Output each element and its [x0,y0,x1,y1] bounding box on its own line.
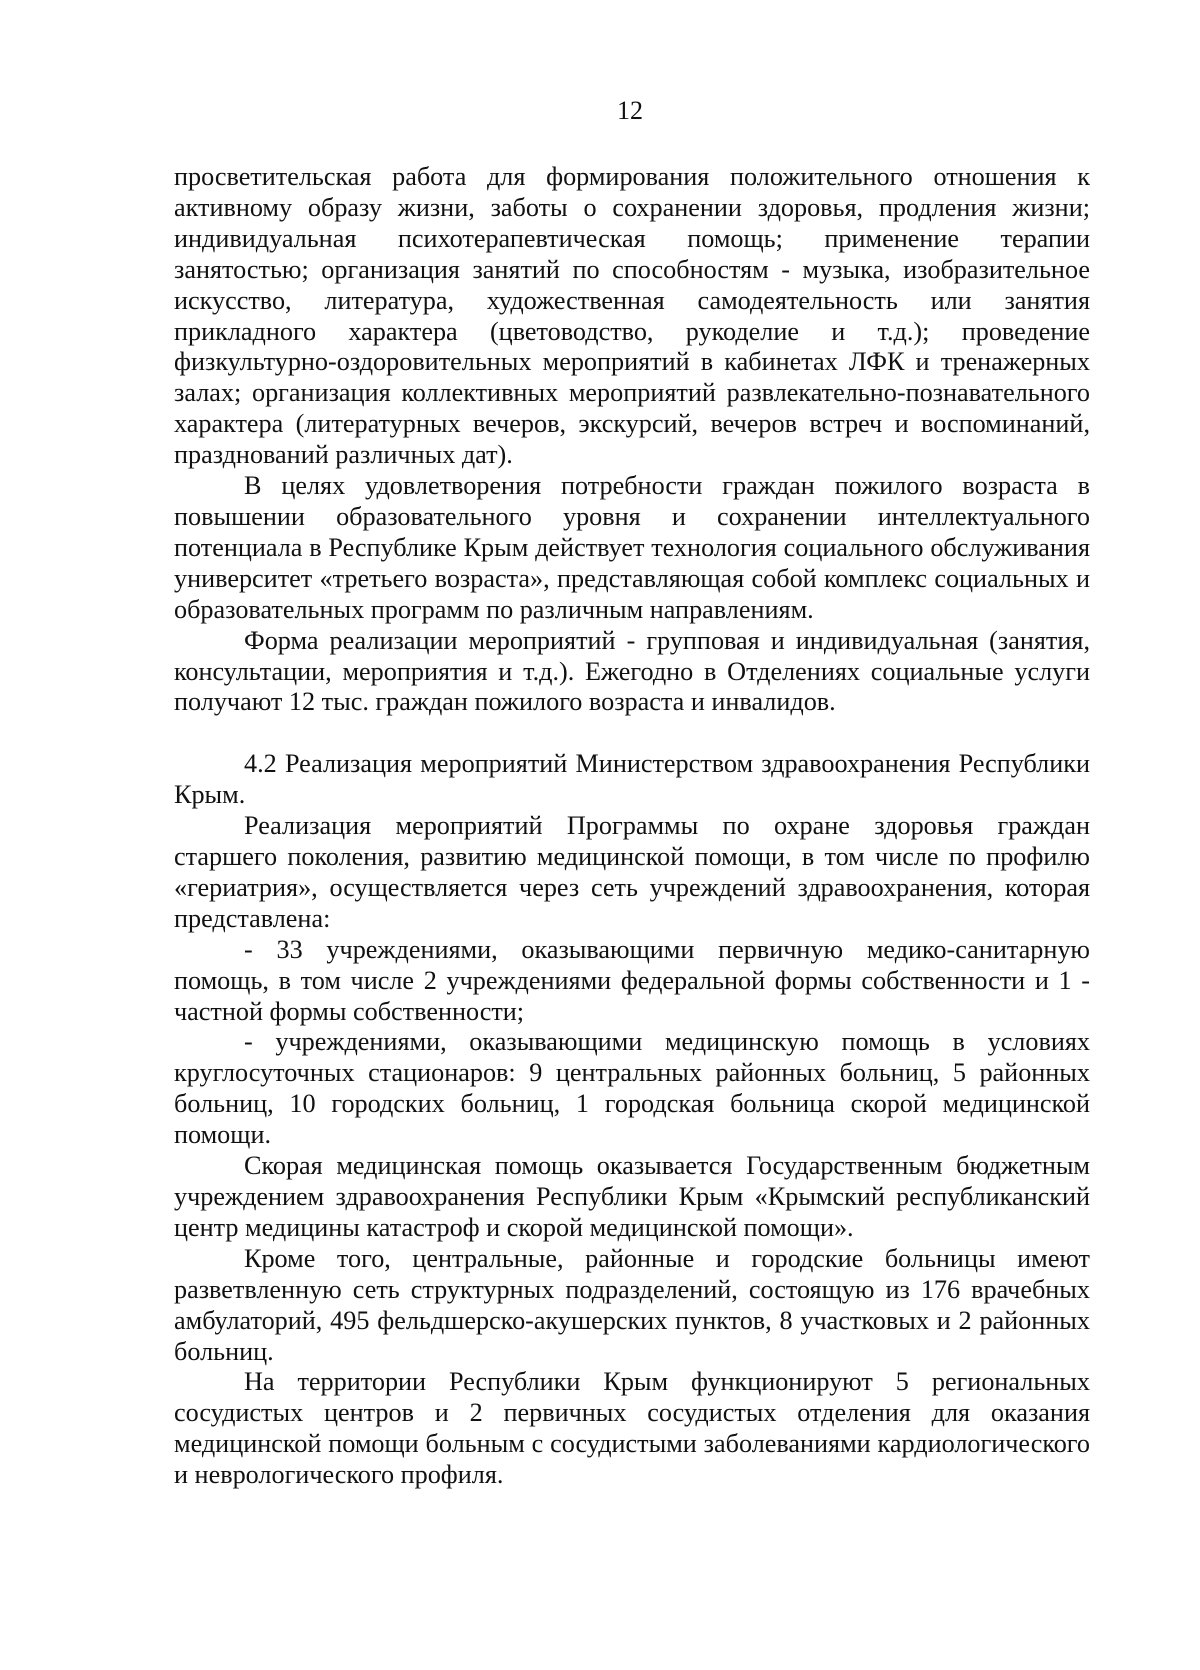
list-item-primary-care: - 33 учреждениями, оказывающими первичную медико-санитарную помощь, в том числе 2 учреждениями федеральной формы собственности и 1 - частной формы собственности; [174,934,1090,1026]
paragraph-implementation-form: Форма реализации мероприятий - групповая и индивидуальная (занятия, консультации, мероприятия и т.д.). Ежегодно в Отделениях социальные услуги получают 12 тыс. граждан пожилого возраста и инвалидов. [174,625,1090,717]
paragraph-third-age-university: В целях удовлетворения потребности граждан пожилого возраста в повышении образовательного уровня и сохранении интеллектуального потенциала в Республике Крым действует технология социального обслуживания университет «третьего возраста», представляющая собой комплекс социальных и образовательных программ по различным направлениям. [174,471,1090,624]
section-heading-4-2: 4.2 Реализация мероприятий Министерством здравоохранения Республики Крым. [174,749,1090,810]
paragraph-structural-units: Кроме того, центральные, районные и городские больницы имеют разветвленную сеть структурных подразделений, состоящую из 176 врачебных амбулаторий, 495 фельдшерско-акушерских пунктов, 8 участковых и 2 районных больниц. [174,1243,1090,1366]
list-item-hospitals: - учреждениями, оказывающими медицинскую помощь в условиях круглосуточных стационаров: 9 центральных районных больниц, 5 районных больниц, 10 городских больниц, 1 городская больница скорой медицинской помощи. [174,1027,1090,1150]
paragraph-enlightenment-work: просветительская работа для формирования положительного отношения к активному образу жизни, заботы о сохранении здоровья, продления жизни; индивидуальная психотерапевтическая помощь; применение терапии занятостью; организация занятий по способностям - музыка, изобразительное искусство, литература, художественная самодеятельность или занятия прикладного характера (цветоводство, рукоделие и т.д.); проведение физкультурно-оздоровительных мероприятий в кабинетах ЛФК и тренажерных залах; организация коллективных мероприятий развлекательно-познавательного характера (литературных вечеров, экскурсий, вечеров встреч и воспоминаний, празднований различных дат). [174,162,1090,470]
paragraph-vascular-centers: На территории Республики Крым функционируют 5 региональных сосудистых центров и 2 первичных сосудистых отделения для оказания медицинской помощи больным с сосудистыми заболеваниями кардиологического и неврологического профиля. [174,1367,1090,1490]
section-spacer [174,718,1090,749]
paragraph-emergency-care: Скорая медицинская помощь оказывается Государственным бюджетным учреждением здравоохранения Республики Крым «Крымский республиканский центр медицины катастроф и скорой медицинской помощи». [174,1151,1090,1242]
document-body [174,162,1090,1491]
paragraph-health-program: Реализация мероприятий Программы по охране здоровья граждан старшего поколения, развитию медицинской помощи, в том числе по профилю «гериатрия», осуществляется через сеть учреждений здравоохранения, которая представлена: [174,811,1090,933]
page-number: 12 [617,96,643,125]
